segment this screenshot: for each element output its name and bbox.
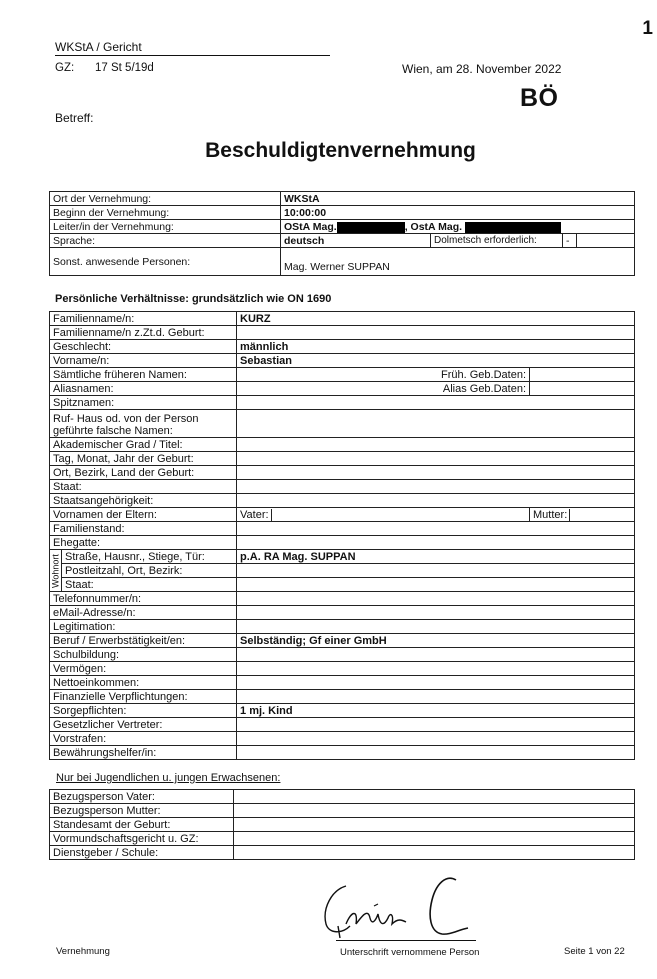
- obligations-label: Finanzielle Verpflichtungen:: [50, 690, 237, 704]
- table-row: [50, 368, 635, 382]
- education-label: Schulbildung:: [50, 648, 237, 662]
- empty-cell: [237, 746, 635, 760]
- personal-details-table: [49, 311, 635, 760]
- table-row: [50, 718, 635, 732]
- table-row: [50, 804, 635, 818]
- lead-value: [281, 220, 635, 234]
- sex-value: männlich: [237, 340, 635, 354]
- signature-mark: [318, 868, 478, 943]
- lead-name-2: , OstA Mag.: [404, 221, 463, 233]
- interpreter-value: -: [563, 234, 577, 248]
- empty-cell: [237, 494, 635, 508]
- guardianship-label: Vormundschaftsgericht u. GZ:: [50, 832, 234, 846]
- table-row: [50, 234, 635, 248]
- empty-cell: [237, 676, 635, 690]
- false-names-line-2: geführte falsche Namen:: [53, 425, 173, 437]
- subject-label: Betreff:: [55, 111, 94, 125]
- birthdate-label: Tag, Monat, Jahr der Geburt:: [50, 452, 237, 466]
- empty-cell: [237, 662, 635, 676]
- table-row: [50, 690, 635, 704]
- surname-label: Familienname/n:: [50, 312, 237, 326]
- legal-rep-label: Gesetzlicher Vertreter:: [50, 718, 237, 732]
- academic-label: Akademischer Grad / Titel:: [50, 438, 237, 452]
- interpreter-label: Dolmetsch erforderlich:: [431, 234, 563, 248]
- prior-label: Vorstrafen:: [50, 732, 237, 746]
- table-row: [50, 206, 635, 220]
- table-row: [50, 592, 635, 606]
- table-row: [50, 790, 635, 804]
- empty-cell: [237, 326, 635, 340]
- empty-cell: [530, 368, 635, 382]
- table-row: [50, 832, 635, 846]
- mother-cell: [530, 508, 635, 522]
- table-row: [50, 508, 635, 522]
- phone-label: Telefonnummer/n:: [50, 592, 237, 606]
- start-label: Beginn der Vernehmung:: [50, 206, 281, 220]
- false-names-label: [50, 410, 237, 438]
- table-row: [50, 662, 635, 676]
- signature-stroke: [346, 913, 406, 924]
- firstname-value: Sebastian: [237, 354, 635, 368]
- parents-label: Vornamen der Eltern:: [50, 508, 237, 522]
- care-value: 1 mj. Kind: [237, 704, 635, 718]
- empty-cell: [237, 690, 635, 704]
- youth-table: [49, 789, 635, 860]
- table-row: [50, 452, 635, 466]
- personal-heading: Persönliche Verhältnisse: grundsätzlich wie ON 1690: [55, 293, 332, 305]
- table-row: [50, 248, 635, 276]
- table-row: [50, 522, 635, 536]
- empty-cell: [237, 480, 635, 494]
- mother-ref-label: Bezugsperson Mutter:: [50, 804, 234, 818]
- occupation-label: Beruf / Erwerbstätigkeit/en:: [50, 634, 237, 648]
- divider: [569, 509, 570, 521]
- residence-label: Wohnort: [50, 550, 62, 592]
- income-label: Nettoeinkommen:: [50, 676, 237, 690]
- table-row: [50, 648, 635, 662]
- others-value: Mag. Werner SUPPAN: [281, 248, 635, 276]
- empty-cell: [237, 438, 635, 452]
- table-row: [50, 382, 635, 396]
- sex-label: Geschlecht:: [50, 340, 237, 354]
- registry-label: Standesamt der Geburt:: [50, 818, 234, 832]
- table-row: [50, 676, 635, 690]
- redaction-bar: [337, 222, 405, 233]
- care-label: Sorgepflichten:: [50, 704, 237, 718]
- empty-cell: [577, 234, 635, 248]
- page-number: 1: [642, 18, 653, 39]
- table-row: [50, 340, 635, 354]
- table-row: [50, 312, 635, 326]
- case-number: 17 St 5/19d: [95, 62, 154, 74]
- table-row: [50, 634, 635, 648]
- empty-cell: [237, 648, 635, 662]
- father-label: Vater:: [240, 509, 269, 521]
- empty-cell: [237, 620, 635, 634]
- empty-cell: [237, 396, 635, 410]
- occupation-value: Selbständig; Gf einer GmbH: [237, 634, 635, 648]
- father-ref-label: Bezugsperson Vater:: [50, 790, 234, 804]
- table-row: [50, 732, 635, 746]
- lead-name-1: OStA Mag.: [284, 221, 337, 233]
- others-label: Sonst. anwesende Personen:: [50, 248, 281, 276]
- birthname-label: Familienname/n z.Zt.d. Geburt:: [50, 326, 237, 340]
- empty-cell: [237, 606, 635, 620]
- empty-cell: [237, 522, 635, 536]
- empty-cell: [237, 732, 635, 746]
- street-value: p.A. RA Mag. SUPPAN: [237, 550, 635, 564]
- email-label: eMail-Adresse/n:: [50, 606, 237, 620]
- empty-cell: [237, 466, 635, 480]
- empty-cell: [237, 410, 635, 438]
- redaction-bar: [465, 222, 561, 233]
- table-row: [50, 494, 635, 508]
- hearing-info-table: [49, 191, 635, 276]
- alias-birth-label: Alias Geb.Daten:: [237, 382, 530, 396]
- nicknames-label: Spitznamen:: [50, 396, 237, 410]
- place-date: Wien, am 28. November 2022: [402, 62, 562, 76]
- table-row: [50, 354, 635, 368]
- empty-cell: [237, 578, 635, 592]
- table-row: [50, 564, 635, 578]
- footer-label: Vernehmung: [56, 946, 110, 957]
- case-number-label: GZ:: [55, 62, 75, 74]
- table-row: [50, 326, 635, 340]
- probation-label: Bewährungshelfer/in:: [50, 746, 237, 760]
- table-row: [50, 396, 635, 410]
- id-label: Legitimation:: [50, 620, 237, 634]
- location-label: Ort der Vernehmung:: [50, 192, 281, 206]
- signature-stroke: [325, 886, 350, 938]
- surname-value: KURZ: [237, 312, 635, 326]
- signature-line: [336, 940, 476, 941]
- table-row: [50, 818, 635, 832]
- empty-cell: [237, 592, 635, 606]
- empty-cell: [234, 846, 635, 860]
- birthplace-label: Ort, Bezirk, Land der Geburt:: [50, 466, 237, 480]
- postcode-label: Postleitzahl, Ort, Bezirk:: [62, 564, 237, 578]
- table-row: [50, 536, 635, 550]
- table-row: [50, 550, 635, 564]
- empty-cell: [237, 452, 635, 466]
- assets-label: Vermögen:: [50, 662, 237, 676]
- alias-label: Aliasnamen:: [50, 382, 237, 396]
- empty-cell: [234, 804, 635, 818]
- state-label: Staat:: [50, 480, 237, 494]
- empty-cell: [234, 818, 635, 832]
- father-cell: [237, 508, 530, 522]
- false-names-line-1: Ruf- Haus od. von der Person: [53, 413, 199, 425]
- res-state-label: Staat:: [62, 578, 237, 592]
- table-row: [50, 606, 635, 620]
- former-names-label: Sämtliche früheren Namen:: [50, 368, 237, 382]
- table-row: [50, 480, 635, 494]
- empty-cell: [237, 536, 635, 550]
- table-row: [50, 410, 635, 438]
- table-row: [50, 466, 635, 480]
- youth-heading: Nur bei Jugendlichen u. jungen Erwachsenen:: [56, 772, 281, 784]
- empty-cell: [237, 564, 635, 578]
- signature-stroke: [430, 878, 468, 934]
- language-value: deutsch: [281, 234, 431, 248]
- firstname-label: Vorname/n:: [50, 354, 237, 368]
- table-row: [50, 578, 635, 592]
- court-name: WKStA / Gericht: [55, 40, 330, 56]
- start-value: 10:00:00: [281, 206, 635, 220]
- table-row: [50, 438, 635, 452]
- lead-label: Leiter/in der Vernehmung:: [50, 220, 281, 234]
- signature-caption: Unterschrift vernommene Person: [340, 947, 480, 958]
- table-row: [50, 192, 635, 206]
- empty-cell: [530, 382, 635, 396]
- table-row: [50, 746, 635, 760]
- spouse-label: Ehegatte:: [50, 536, 237, 550]
- marital-label: Familienstand:: [50, 522, 237, 536]
- empty-cell: [234, 790, 635, 804]
- street-label: Straße, Hausnr., Stiege, Tür:: [62, 550, 237, 564]
- citizenship-label: Staatsangehörigkeit:: [50, 494, 237, 508]
- signature-stroke: [374, 904, 378, 906]
- mother-label: Mutter:: [533, 509, 568, 521]
- table-row: [50, 620, 635, 634]
- table-row: [50, 220, 635, 234]
- former-birth-label: Früh. Geb.Daten:: [237, 368, 530, 382]
- table-row: [50, 704, 635, 718]
- stamp-mark: BÖ: [520, 84, 559, 112]
- divider: [271, 509, 272, 521]
- language-label: Sprache:: [50, 234, 281, 248]
- location-value: WKStA: [281, 192, 635, 206]
- empty-cell: [234, 832, 635, 846]
- document-title: Beschuldigtenvernehmung: [205, 139, 476, 162]
- empty-cell: [237, 718, 635, 732]
- employer-label: Dienstgeber / Schule:: [50, 846, 234, 860]
- page-info: Seite 1 von 22: [564, 946, 625, 957]
- table-row: [50, 846, 635, 860]
